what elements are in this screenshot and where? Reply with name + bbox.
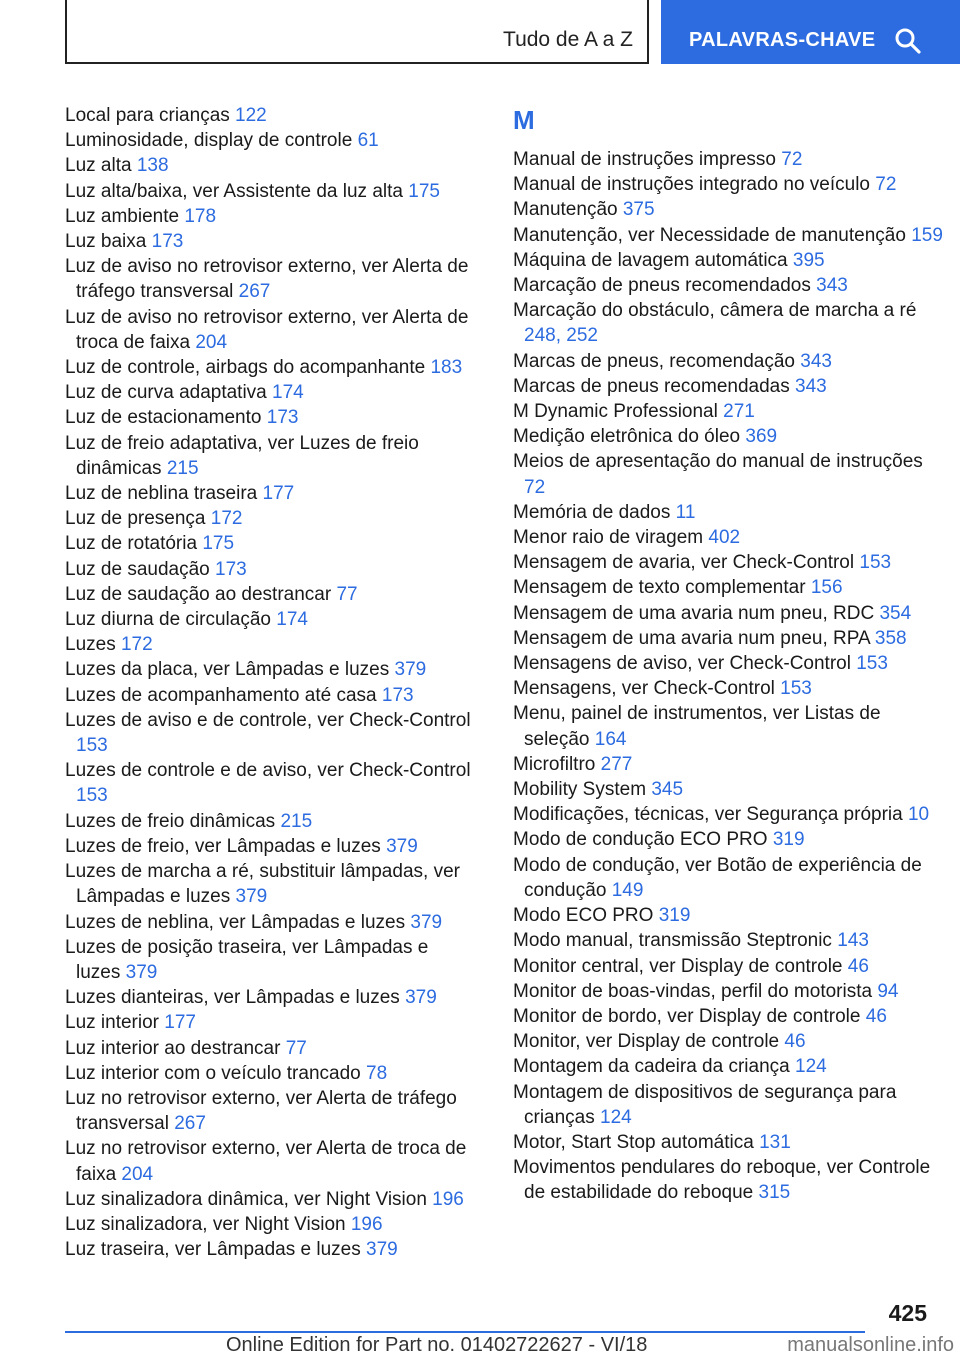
entry-term: Luzes de marcha a ré, substituir lâmpadas, ver Lâmpadas e luzes	[65, 861, 460, 908]
entry-term: Modo de condução, ver Botão de experiência de condução	[513, 854, 922, 901]
index-entry	[65, 758, 475, 808]
entry-term: Monitor de boas-vindas, perfil do motorista	[513, 980, 873, 1002]
entry-term: Modo ECO PRO	[513, 905, 654, 927]
entry-term: Mensagens, ver Check-Control	[513, 678, 775, 700]
index-entry	[513, 651, 943, 676]
entry-page-link[interactable]: 379	[366, 1239, 398, 1261]
entry-page-link[interactable]: 124	[795, 1056, 827, 1078]
entry-page-link[interactable]: 267	[238, 281, 271, 303]
entry-page-link[interactable]: 153	[859, 552, 892, 574]
entry-term: Luzes de freio dinâmicas	[65, 810, 276, 832]
index-entry	[65, 405, 475, 430]
entry-page-link[interactable]: 379	[405, 987, 437, 1009]
entry-page-link[interactable]: 159	[911, 224, 943, 246]
index-entry	[513, 802, 943, 827]
entry-page-link[interactable]: 143	[837, 930, 869, 952]
entry-term: Luzes de freio, ver Lâmpadas e luzes	[65, 835, 381, 857]
index-entry	[513, 676, 943, 701]
entry-term: Monitor de bordo, ver Display de controle	[513, 1005, 861, 1027]
index-entry	[65, 859, 475, 909]
entry-page-link[interactable]: 156	[810, 577, 843, 599]
index-entry	[513, 1054, 943, 1079]
entry-page-link[interactable]: 215	[280, 810, 313, 832]
entry-term: Luzes de acompanhamento até casa	[65, 684, 377, 706]
index-entry	[513, 349, 943, 374]
entry-page-link[interactable]: 178	[184, 205, 217, 227]
index-entry	[65, 153, 475, 178]
entry-page-link[interactable]: 358	[874, 627, 907, 649]
entry-term: Luz no retrovisor externo, ver Alerta de tráfego transversal	[65, 1087, 457, 1135]
index-entry	[513, 626, 943, 651]
index-entry	[513, 1080, 943, 1130]
entry-term: Luz de aviso no retrovisor externo, ver Alerta de troca de faixa	[65, 306, 469, 353]
index-entry	[65, 103, 475, 128]
entry-term: Luz de curva adaptativa	[65, 382, 267, 404]
index-entry	[65, 1136, 475, 1186]
index-entry	[65, 910, 475, 935]
entry-page-link[interactable]: 204	[195, 331, 228, 353]
index-entry	[65, 128, 475, 153]
index-entry	[65, 632, 475, 657]
entry-term: Memória de dados	[513, 501, 671, 523]
index-entry	[513, 172, 943, 197]
entry-term: Luz de saudação ao destrancar	[65, 583, 332, 605]
entry-page-link[interactable]: 196	[350, 1213, 383, 1235]
index-entry	[513, 223, 943, 248]
entry-term: Luzes dianteiras, ver Lâmpadas e luzes	[65, 987, 400, 1009]
entry-page-link[interactable]: 183	[430, 357, 463, 379]
entry-page-link[interactable]: 354	[879, 602, 912, 624]
entry-term: Luz de presença	[65, 508, 206, 530]
entry-page-link[interactable]: 72	[781, 149, 803, 170]
tab-index[interactable]	[65, 0, 649, 64]
entry-page-link[interactable]: 345	[651, 779, 684, 801]
index-entry	[513, 903, 943, 928]
entry-term: Luz de aviso no retrovisor externo, ver Alerta de tráfego transversal	[65, 256, 469, 303]
index-entry	[65, 657, 475, 682]
index-entry	[65, 557, 475, 582]
entry-term: Luz sinalizadora, ver Night Vision	[65, 1213, 346, 1235]
entry-page-link[interactable]: 204	[121, 1163, 154, 1185]
entry-term: Motor, Start Stop automática	[513, 1131, 754, 1153]
entry-term: Manutenção	[513, 199, 618, 221]
index-entry	[513, 928, 943, 953]
index-entry	[65, 1010, 475, 1035]
entry-term: Luzes de neblina, ver Lâmpadas e luzes	[65, 911, 406, 933]
entry-page-link[interactable]: 153	[76, 785, 108, 807]
entry-term: Manual de instruções impresso	[513, 149, 776, 170]
entry-page-link[interactable]: 271	[723, 401, 755, 423]
entry-page-link[interactable]: 46	[784, 1031, 806, 1053]
entry-term: Luz ambiente	[65, 205, 180, 227]
entry-page-link[interactable]: 72	[524, 476, 546, 498]
entry-term: Luz traseira, ver Lâmpadas e luzes	[65, 1239, 361, 1261]
index-entry	[65, 481, 475, 506]
index-entry	[65, 305, 475, 355]
entry-term: Mensagens de aviso, ver Check-Control	[513, 653, 851, 675]
entry-term: Luz diurna de circulação	[65, 609, 271, 631]
entry-term: Manual de instruções integrado no veículo	[513, 174, 871, 196]
entry-page-link[interactable]: 343	[795, 375, 827, 397]
entry-page-link[interactable]: 315	[758, 1182, 791, 1204]
entry-term: Medição eletrônica do óleo	[513, 426, 741, 448]
entry-page-link[interactable]: 172	[120, 634, 153, 656]
entry-term: Montagem da cadeira da criança	[513, 1056, 790, 1078]
entry-page-link[interactable]: 177	[262, 483, 295, 505]
entry-page-link[interactable]: 131	[759, 1131, 791, 1153]
index-column-left	[65, 103, 475, 1262]
index-entry	[513, 399, 943, 424]
entry-page-link[interactable]: 379	[394, 659, 427, 681]
entry-page-link[interactable]: 175	[202, 533, 235, 555]
index-entry	[65, 809, 475, 834]
entry-page-link[interactable]: 395	[792, 249, 825, 271]
index-entry	[513, 853, 943, 903]
entry-page-link[interactable]: 77	[336, 583, 358, 605]
entry-page-link[interactable]: 379	[386, 835, 418, 857]
entry-page-link[interactable]: 173	[381, 684, 414, 706]
entry-page-link[interactable]: 138	[136, 155, 169, 177]
entry-term: Mensagem de uma avaria num pneu, RPA	[513, 627, 870, 649]
index-entry	[513, 827, 943, 852]
index-entry	[65, 834, 475, 859]
index-entry	[65, 179, 475, 204]
entry-page-link[interactable]: 164	[594, 728, 627, 750]
entry-page-link[interactable]: 343	[816, 275, 848, 297]
entry-page-link[interactable]: 10	[907, 804, 930, 826]
entry-term: Luzes da placa, ver Lâmpadas e luzes	[65, 659, 390, 681]
entry-term: Movimentos pendulares do reboque, ver Controle de estabilidade do reboque	[513, 1157, 931, 1204]
entry-term: Local para crianças	[65, 105, 230, 126]
entry-term: Modo de condução ECO PRO	[513, 829, 768, 851]
search-icon[interactable]	[894, 27, 922, 55]
entry-term: Luz de neblina traseira	[65, 483, 258, 505]
entry-term: Luz alta	[65, 155, 132, 177]
index-entry	[65, 582, 475, 607]
index-entry	[65, 1061, 475, 1086]
entry-page-link[interactable]: 149	[611, 879, 644, 901]
entry-page-link[interactable]: 369	[745, 426, 778, 448]
entry-page-link[interactable]: 78	[366, 1062, 388, 1084]
index-entry	[513, 1130, 943, 1155]
entry-term: Mobility System	[513, 779, 647, 801]
index-entry	[65, 531, 475, 556]
entry-term: Luz de freio adaptativa, ver Luzes de freio dinâmicas	[65, 432, 419, 479]
entry-term: Luz de saudação	[65, 558, 210, 580]
entry-page-link[interactable]: 153	[76, 735, 108, 757]
index-entry	[513, 752, 943, 777]
entry-term: Luz interior com o veículo trancado	[65, 1062, 361, 1084]
index-entry	[513, 550, 943, 575]
entry-term: Luz alta/baixa, ver Assistente da luz alta	[65, 180, 403, 202]
index-entry	[513, 197, 943, 222]
index-entry	[513, 525, 943, 550]
entry-term: Luz de rotatória	[65, 533, 198, 555]
index-entry	[513, 954, 943, 979]
entry-page-link[interactable]: 172	[210, 508, 243, 530]
entry-page-link[interactable]: 173	[151, 231, 184, 253]
entry-term: Luzes	[65, 634, 116, 656]
index-entry	[65, 229, 475, 254]
index-entry	[65, 1237, 475, 1262]
entry-page-link[interactable]: 319	[772, 829, 805, 851]
entry-term: Luz baixa	[65, 231, 147, 253]
entry-term: Marcas de pneus recomendadas	[513, 375, 790, 397]
entry-page-link[interactable]: 173	[266, 407, 299, 429]
entry-page-link[interactable]: 46	[847, 955, 869, 977]
entry-term: Luz interior ao destrancar	[65, 1037, 281, 1059]
tab-keywords-label: PALAVRAS-CHAVE	[689, 29, 876, 51]
entry-page-link[interactable]: 177	[164, 1012, 196, 1034]
index-entry	[513, 273, 943, 298]
entry-page-link[interactable]: 379	[410, 911, 443, 933]
entry-term: Luz sinalizadora dinâmica, ver Night Vision	[65, 1188, 427, 1210]
index-entry	[65, 708, 475, 758]
entry-term: Marcas de pneus, recomendação	[513, 350, 795, 372]
index-entry	[65, 935, 475, 985]
section-letter: M	[513, 105, 535, 135]
entry-page-link[interactable]: 174	[276, 609, 308, 631]
index-entry	[513, 424, 943, 449]
entry-page-link[interactable]: 94	[877, 980, 899, 1002]
entry-term: Modo manual, transmissão Steptronic	[513, 930, 832, 952]
entry-term: Luz no retrovisor externo, ver Alerta de troca de faixa	[65, 1138, 467, 1185]
entry-page-link[interactable]: 153	[856, 653, 888, 675]
index-entry	[65, 355, 475, 380]
entry-term: Mensagem de uma avaria num pneu, RDC	[513, 602, 875, 624]
index-entry	[513, 1155, 943, 1205]
entry-term: Microfiltro	[513, 753, 596, 775]
entry-term: Monitor central, ver Display de controle	[513, 955, 843, 977]
index-entry	[513, 979, 943, 1004]
footer-edition: Online Edition for Part no. 01402722627 - VI/18	[226, 1334, 648, 1356]
entry-page-link[interactable]: 72	[875, 174, 897, 196]
index-entry	[513, 500, 943, 525]
index-entry	[65, 1086, 475, 1136]
page-number: 425	[888, 1300, 927, 1326]
index-entry	[513, 601, 943, 626]
index-entry	[513, 449, 943, 499]
entry-term: Montagem de dispositivos de segurança para crianças	[513, 1081, 897, 1128]
index-entry	[65, 204, 475, 229]
index-entry	[513, 248, 943, 273]
entry-term: Mensagem de avaria, ver Check-Control	[513, 552, 855, 574]
index-entry	[513, 1004, 943, 1029]
entry-page-link[interactable]: 124	[600, 1106, 632, 1128]
entry-page-link[interactable]: 11	[675, 501, 696, 523]
entry-page-link[interactable]: 402	[708, 527, 741, 549]
index-entry	[513, 575, 943, 600]
entry-term: Modificações, técnicas, ver Segurança própria	[513, 804, 903, 826]
entry-term: Menor raio de viragem	[513, 527, 704, 549]
entry-page-link[interactable]: 375	[622, 199, 655, 221]
entry-term: Luz de controle, airbags do acompanhante	[65, 357, 426, 379]
footer-divider	[65, 1331, 865, 1333]
index-entry	[65, 431, 475, 481]
entry-term: Luz de estacionamento	[65, 407, 262, 429]
index-entry	[513, 701, 943, 751]
entry-term: Manutenção, ver Necessidade de manutenção	[513, 224, 906, 246]
index-entry	[513, 777, 943, 802]
entry-page-link[interactable]: 196	[432, 1188, 464, 1210]
entry-page-link[interactable]: 175	[408, 180, 440, 202]
index-entry	[65, 1187, 475, 1212]
entry-term: Luzes de aviso e de controle, ver Check-Control	[65, 709, 471, 731]
entry-page-link[interactable]: 61	[357, 130, 379, 152]
watermark: manualsonline.info	[787, 1334, 954, 1356]
entry-term: Marcação do obstáculo, câmera de marcha a ré	[513, 300, 917, 322]
entry-term: Menu, painel de instrumentos, ver Listas de seleção	[513, 703, 881, 750]
entry-term: Monitor, ver Display de controle	[513, 1031, 780, 1053]
entry-term: Marcação de pneus recomendados	[513, 275, 811, 297]
entry-term: Luzes de controle e de aviso, ver Check-Control	[65, 760, 471, 782]
index-entry	[513, 298, 943, 348]
index-entry	[65, 985, 475, 1010]
index-entry	[65, 506, 475, 531]
entry-page-link[interactable]: 173	[215, 558, 247, 580]
index-entry	[513, 374, 943, 399]
index-entry	[65, 254, 475, 304]
tab-index-label: Tudo de A a Z	[503, 28, 633, 51]
entry-term: Luminosidade, display de controle	[65, 130, 353, 152]
entry-page-link[interactable]: 267	[174, 1113, 206, 1135]
entry-page-link[interactable]: 248, 252	[524, 325, 598, 347]
entry-term: Luzes de posição traseira, ver Lâmpadas e luzes	[65, 936, 429, 983]
index-entry	[65, 1036, 475, 1061]
entry-page-link[interactable]: 153	[780, 678, 812, 700]
entry-term: Mensagem de texto complementar	[513, 577, 806, 599]
entry-term: Luz interior	[65, 1012, 159, 1034]
entry-page-link[interactable]: 46	[865, 1005, 887, 1027]
index-column-right	[513, 103, 943, 1206]
entry-page-link[interactable]: 215	[166, 457, 199, 479]
entry-term: Meios de apresentação do manual de instruções	[513, 451, 923, 473]
index-entry	[513, 1029, 943, 1054]
entry-page-link[interactable]: 379	[235, 886, 268, 908]
index-entry	[65, 1212, 475, 1237]
entry-page-link[interactable]: 122	[235, 105, 267, 126]
index-entry	[513, 147, 943, 172]
entry-page-link[interactable]: 379	[125, 961, 158, 983]
entry-page-link[interactable]: 319	[658, 905, 691, 927]
index-entry	[65, 607, 475, 632]
entry-page-link[interactable]: 343	[800, 350, 832, 372]
entry-page-link[interactable]: 277	[600, 753, 633, 775]
index-entry	[65, 380, 475, 405]
entry-term: M Dynamic Professional	[513, 401, 718, 423]
entry-term: Máquina de lavagem automática	[513, 249, 788, 271]
index-entry	[65, 683, 475, 708]
entry-page-link[interactable]: 77	[285, 1037, 307, 1059]
entry-page-link[interactable]: 174	[272, 382, 304, 404]
